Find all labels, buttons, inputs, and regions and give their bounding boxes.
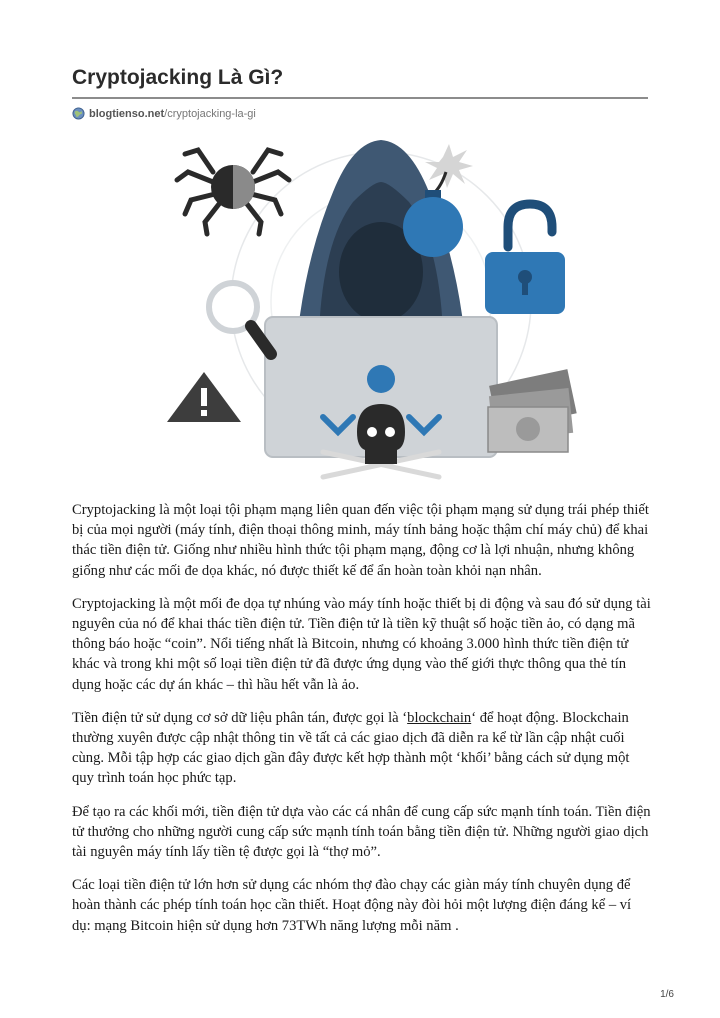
hero-illustration: [163, 132, 649, 492]
paragraph-2: Cryptojacking là một mối đe dọa tự nhúng vào máy tính hoặc thiết bị di động và sau đó sử dụng tài nguyên của nó để khai thác tiền điện tử. Tiền điện tử là tiền kỹ thuật số hoặc tiền ảo, có dạng mã thông báo hoặc “coin”. Nổi tiếng nhất là Bitcoin, nhưng có khoảng 3.000 hình thức tiền điện tử khác và trong khi một số loại tiền điện tử đã được ứng dụng vào thế giới thực thông qua thẻ tín dụng hoặc các dự án khác – thì hầu hết vẫn là ảo.: [72, 595, 651, 693]
source-domain[interactable]: blogtienso.net: [89, 107, 165, 120]
spider-icon: [177, 150, 289, 234]
article-body: [72, 500, 652, 949]
paragraph-5: Các loại tiền điện tử lớn hơn sử dụng các nhóm thợ đào chạy các giàn máy tính chuyên dụng để hoàn thành các phép tính toán học cần thiết. Hoạt động này đòi hỏi một lượng điện đáng kể – ví dụ: mạng Bitcoin hiện sử dụng hơn 73TWh năng lượng mỗi năm .: [72, 877, 632, 934]
blockchain-link[interactable]: blockchain: [407, 709, 472, 726]
globe-icon: [72, 107, 85, 120]
page-number: 1/6: [660, 989, 674, 1000]
cash-icon: [488, 369, 577, 452]
magnifier-icon: [209, 283, 271, 354]
paragraph-3: [72, 708, 652, 789]
source-url[interactable]: [72, 107, 256, 120]
padlock-open-icon: [485, 204, 565, 314]
paragraph-4: Để tạo ra các khối mới, tiền điện tử dựa vào các cá nhân để cung cấp sức mạnh tính toán. Tiền điện tử thưởng cho những người cung cấp sức mạnh tính toán bằng tiền điện tử. Những người giao dịch tài nguyên máy tính lấy tiền tệ được gọi là “thợ mỏ”.: [72, 803, 651, 861]
title-divider: [72, 97, 648, 99]
paragraph-1: Cryptojacking là một loại tội phạm mạng liên quan đến việc tội phạm mạng sử dụng trái phép thiết bị của mọi người (máy tính, điện thoại thông minh, máy tính bảng hoặc thậm chí máy chủ) để khai thác tiền điện tử. Giống như nhiều hình thức tội phạm mạng, động cơ là lợi nhuận, nhưng không giống như các mối đe dọa khác, nó được thiết kế để ẩn hoàn toàn khỏi nạn nhân.: [72, 502, 649, 579]
warning-icon: [167, 372, 241, 422]
paragraph-3-start: Tiền điện tử sử dụng cơ sở dữ liệu phân tán, được gọi là ‘: [72, 709, 408, 726]
paragraph-3-end: ‘ để hoạt động. Blockchain thường xuyên được cập nhật thông tin về tất cả các giao dịch đã diễn ra kể từ lần cập nhật cuối cùng. Mỗi tập hợp các giao dịch gần đây được kết hợp thành một ‘khối’ bằng cách sử dụng một quy trình toán học phức tạp.: [72, 709, 630, 787]
page-title: Cryptojacking Là Gì?: [72, 66, 284, 89]
source-path[interactable]: /cryptojacking-la-gi: [164, 107, 256, 120]
